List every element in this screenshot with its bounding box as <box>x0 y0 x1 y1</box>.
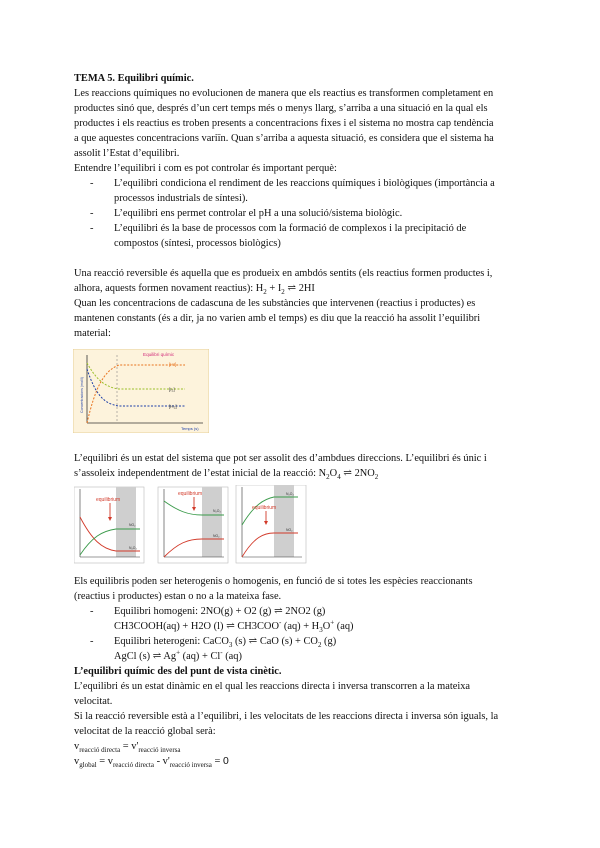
chart-background <box>73 349 209 433</box>
panel-2 <box>158 487 228 563</box>
panel-3-top-label: N₂O₄ <box>286 492 294 496</box>
importance-item-line: processos industrials de síntesi). <box>114 193 248 204</box>
intro-line: a que aquestes concentracions variïn. Quan s’arriba a aquesta situació, es considera que el sistema ha <box>74 133 494 144</box>
importance-item-line: L’equilibri condiciona el rendiment de les reaccions químiques i biològiques (importància a <box>114 178 495 189</box>
velocity-equation-1: $v_{reacció directa} = v'_{reacció inversa}$ <box>74 741 181 755</box>
concentration-line: mantenen constants (és a dir, ja no varien amb el temps) es diu que la reacció ha assolit l’equilibri <box>74 313 481 324</box>
page-title: TEMA 5. Equilibri químic. <box>74 73 194 84</box>
importance-item-line: compostos (síntesi, processos biològics) <box>114 238 281 249</box>
equilibrium-chart-svg <box>73 349 209 433</box>
equilibrium-chart <box>73 349 209 433</box>
intro-line: productes sinó que, després d’un cert temps més o menys llarg, s’arriba a una situació en la qual els <box>74 103 488 114</box>
homogeneous-example: - Equilibri homogeni: 2NO(g) + O2 (g) ⇌ 2NO2 (g) CH3COOH(aq) + H2O (l) ⇌ CH3COO- $(aq) + H_3O^+$ (aq) <box>114 604 534 634</box>
panel-1-top-label: NO₂ <box>129 523 136 527</box>
kinetic-title: L’equilibri químic des del punt de vista cinètic. <box>74 666 282 677</box>
panel-2-bottom-label: NO₂ <box>213 534 220 538</box>
reversible-line: alhora, aquests formen novament reactius): $H_2 + I_2$ ⇌ 2HI <box>74 283 315 297</box>
kinetic-line: Si la reacció reversible està a l’equilibri, i les velocitats de les reaccions directa i inversa són iguals, la <box>74 711 499 722</box>
panel-2-top-label: N₂O₄ <box>213 509 221 513</box>
velocity-equation-2: $v_{global} = v_{reacció directa} - v'_{reacció inversa} = 0$ <box>74 756 229 770</box>
direction-panels-svg <box>74 485 314 567</box>
panel-1-eq-label: equilibrium <box>96 497 121 503</box>
hetero-line: (reactius i productes) estan o no a la mateixa fase. <box>74 591 282 602</box>
document-content <box>74 71 534 769</box>
hetero-line: Els equilibris poden ser heterogenis o homogenis, en funció de si totes les espècies reaccionants <box>74 576 473 587</box>
chart-ylabel: Concentracions (mol/l) <box>80 377 84 413</box>
intro-line: assolit l’Estat d’equilibri. <box>74 148 180 159</box>
equilibria-list <box>74 604 534 664</box>
panel-2-shaded-region <box>202 487 222 557</box>
intro-line: Les reaccions químiques no evolucionen de manera que els reactius es transformen completament en <box>74 88 494 99</box>
intro-line: productes i els reactius es troben presents a concentracions fixes i el sistema no mostra cap tendència <box>74 118 494 129</box>
direction-panels <box>74 485 534 567</box>
kinetic-line: velocitat. <box>74 696 113 707</box>
panel-3 <box>236 485 306 563</box>
panel-2-eq-label: equilibrium <box>178 491 203 497</box>
importance-item <box>114 206 534 221</box>
importance-list <box>74 176 534 251</box>
chart-label-i2: [I₂] <box>169 387 175 392</box>
chart-label-hi: [HI] <box>169 362 177 367</box>
kinetic-line: L’equilibri és un estat dinàmic en el qual les reaccions directa i inversa transcorren a la mateixa <box>74 681 471 692</box>
importance-item-line: L’equilibri és la base de processos com la formació de complexos i la precipitació de <box>114 223 467 234</box>
kinetic-line: velocitat de la reacció global serà: <box>74 726 216 737</box>
chart-label-h2: [H₂] <box>169 404 177 409</box>
directions-line: s’assoleix independentment de l’estat inicial de la reacció: $N_2O_4$ ⇌ $2NO_2$ <box>74 468 379 482</box>
panel-1 <box>74 487 144 563</box>
importance-item-line: L’equilibri ens permet controlar el pH a una solució/sistema biològic. <box>114 208 403 219</box>
concentration-line: Quan les concentracions de cadascuna de les substàncies que intervenen (reactius i productes) es <box>74 298 476 309</box>
chart-xlabel: Temps (s) <box>181 426 199 431</box>
importance-item <box>114 221 534 251</box>
panel-3-eq-label: equilibrium <box>252 505 277 511</box>
importance-item <box>114 176 534 206</box>
panel-3-bottom-label: NO₂ <box>286 528 293 532</box>
concentration-line: material: <box>74 328 111 339</box>
reversible-line: Una reacció reversible és aquella que es produeix en ambdós sentits (els reactius formen productes i, <box>74 268 493 279</box>
importance-intro: Entendre l’equilibri i com es pot controlar és important perquè: <box>74 163 337 174</box>
panel-1-bottom-label: N₂O₄ <box>129 546 137 550</box>
directions-line: L’equilibri és un estat del sistema que pot ser assolit des d’ambdues direccions. L’equilibri és únic i <box>74 453 487 464</box>
heterogeneous-example: - Equilibri heterogeni: CaCO$_3$ (s) ⇌ CaO $(s) + CO_2$ (g) AgCl (s) ⇌ Ag+ (aq) + Cl- (aq) <box>114 634 534 664</box>
chart-label-equilibri: Equilibri químic <box>143 352 175 357</box>
